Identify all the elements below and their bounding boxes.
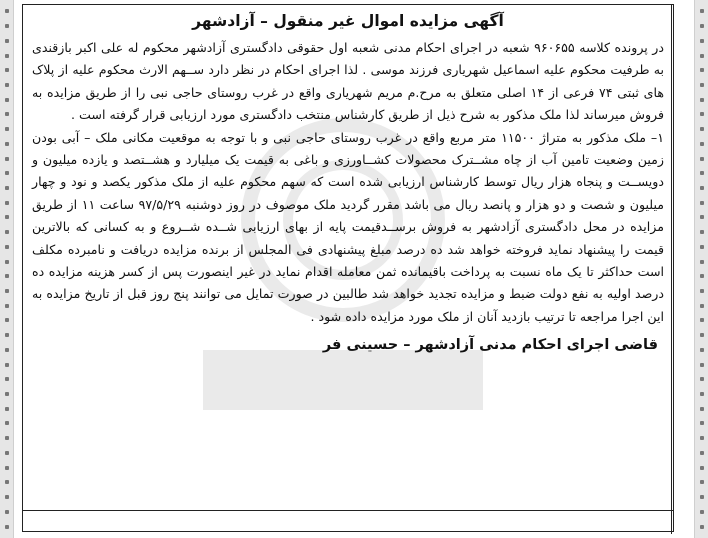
notice-paragraph-details: ۱– ملک مذکور به متراژ ۱۱۵۰۰ متر مربع واقع در غرب روستای حاجی نبی و با توجه به موقعیت مکانی ملک – آبی بودن زمین وضعیت تامین آب از چاه مشــترک محصولات کشــاورزی و باغی به قیمت یک میلیارد و هشــتصد و یازده میلیون و دویســت و پنجاه هزار ریال توسط کارشناس ارزیابی شده است که سهم محکوم علیه از ملک مذکور یکصد و نود و چهار میلیون و شصت و دو هزار و پانصد ریال می باشد مقرر گردید ملک موصوف در روز دوشنبه ۹۷/۵/۲۹ ساعت ۱۱ از طریق مزایده در محل دادگستری آزادشهر به فروش برســدقیمت پایه از بهای ارزیابی شــده شــروع و به کسانی که بالاترین قیمت را پیشنهاد نماید فروخته خواهد شد ده درصد مبلغ پیشنهادی فی المجلس از برنده مزایده دریافت و نامبرده مکلف است حداکثر تا یک ماه نسبت به پرداخت باقیمانده ثمن معامله اقدام نماید در غیر اینصورت پس از کسر هزینه مزایده ده درصد اولیه به نفع دولت ضبط و مزایده تجدید خواهد شد طالبین در صورت تمایل می توانند پنج روز قبل از تاریخ مزایده به این اجرا مراجعه تا ترتیب بازدید آنان از ملک مورد مزایده داده شود .: [32, 129, 664, 324]
adjacent-column-frame: [671, 4, 692, 534]
left-perforation-strip: [0, 0, 14, 538]
right-perforation-strip: [694, 0, 708, 538]
notice-signature: قاضی اجرای احکام مدنی آزادشهر – حسینی فر: [322, 337, 658, 354]
bottom-divider: [23, 510, 673, 511]
notice-title: آگهی مزایده اموال غیر منقول – آزادشهر: [192, 12, 504, 30]
notice-paragraph-intro: در پرونده کلاسه ۹۶۰۶۵۵ شعبه در اجرای احکام مدنی شعبه اول حقوقی دادگستری آزادشهر محکوم له علی اکبر بازقندی به طرفیت محکوم علیه اسماعیل شهریاری فرزند موسی . لذا اجرای احکام در نظر دارد ســهم الارث محکوم علیه از پلاک های ثبتی ۷۴ فرعی از ۱۴ اصلی متعلق به مرح.م مریم شهریاری واقع در غرب روستای حاجی نبی را از طریق مزایده به فروش میرساند لذا ملک مذکور به شرح ذیل از طریق کارشناس منتخب دادگستری مورد ارزیابی قرار گرفته است .: [32, 40, 665, 123]
auction-notice-box: [22, 4, 674, 532]
